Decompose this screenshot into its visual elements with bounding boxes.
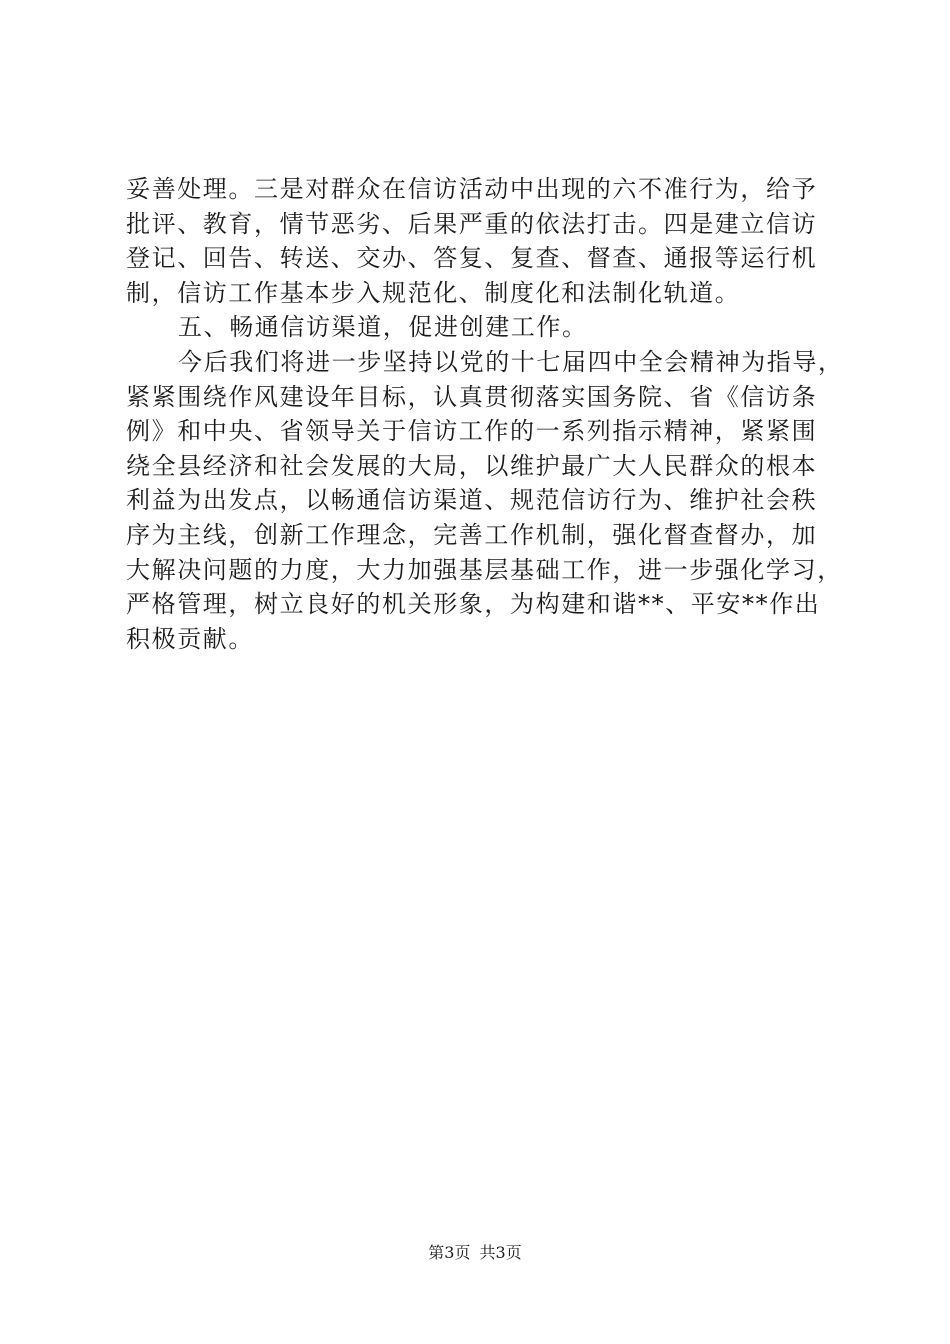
text-line: 登记、回告、转送、交办、答复、复查、督查、通报等运行机 xyxy=(126,244,818,273)
page-total: 共3页 xyxy=(479,1243,522,1262)
text-line: 严格管理，树立良好的机关形象，为构建和谐**、平安**作出 xyxy=(126,590,821,619)
text-line: 大解决问题的力度，大力加强基层基础工作，进一步强化学习， xyxy=(126,555,843,584)
text-line: 紧紧围绕作风建设年目标，认真贯彻落实国务院、省《信访条 xyxy=(126,382,818,411)
text-line: 序为主线，创新工作理念，完善工作机制，强化督查督办，加 xyxy=(126,520,818,549)
document-body xyxy=(126,172,844,656)
text-line: 利益为出发点，以畅通信访渠道、规范信访行为、维护社会秩 xyxy=(126,486,818,515)
text-line: 积极贡献。 xyxy=(126,624,254,653)
text-line: 绕全县经济和社会发展的大局，以维护最广大人民群众的根本 xyxy=(126,451,818,480)
text-line: 批评、教育，情节恶劣、后果严重的依法打击。四是建立信访 xyxy=(126,209,818,238)
text-line: 例》和中央、省领导关于信访工作的一系列指示精神，紧紧围 xyxy=(126,417,818,446)
text-line: 妥善处理。三是对群众在信访活动中出现的六不准行为，给予 xyxy=(126,175,818,203)
page-number: 第3页 xyxy=(428,1243,471,1262)
text-line: 今后我们将进一步坚持以党的十七届四中全会精神为指导， xyxy=(178,347,844,376)
section-heading: 五、畅通信访渠道，促进创建工作。 xyxy=(178,313,588,342)
text-line: 制，信访工作基本步入规范化、制度化和法制化轨道。 xyxy=(126,278,741,307)
page-footer xyxy=(0,1243,950,1263)
